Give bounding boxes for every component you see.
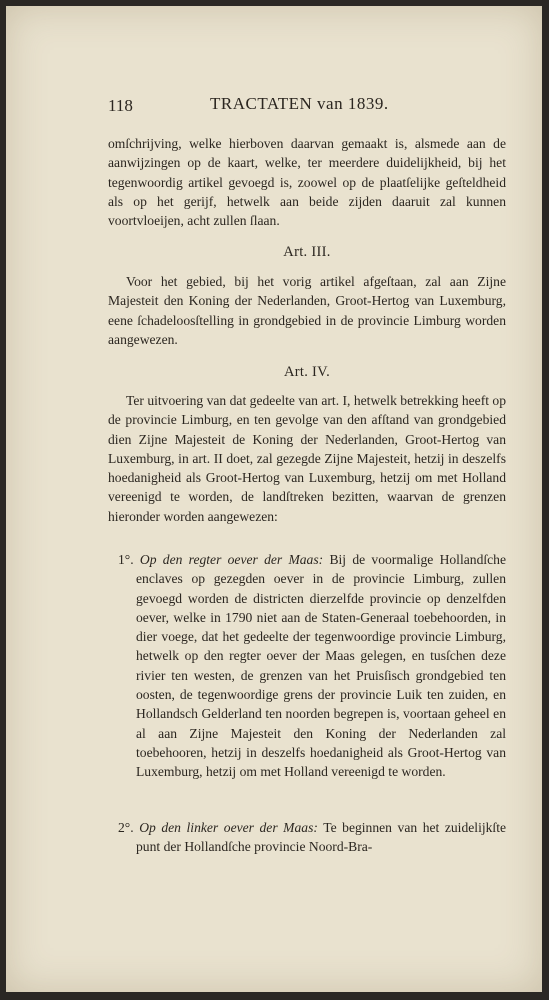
- item-text: Bij de voormalige Hollandſche enclaves op gezegden oever in de provincie Limburg, zullen gevoegd worden de districten dierzelfde provincie op denzelfden oever, welke in 1790 niet aan de Staten-Generaal toebehoorden, in dier voege, dat het gedeelte der tegenwoordige provincie Limburg, hetwelk op den regter oever der Maas gelegen, en tusſchen deze rivier ten westen, de grenzen van het Pruisſisch grondgebied ten oosten, de tegenwoordige grens der provincie Luik ten zuiden, en Hollandsch Gelderland ten noorden begrepen is, voortaan geheel en al aan Zijne Majesteit den Koning der Nederlanden zal toebehooren, hetzij in deszelfs hoedanigheid als Groot-Hertog van Luxemburg, hetzij om met Holland vereenigd te worden.: [136, 552, 507, 780]
- item-label: Op den linker oever der Maas:: [139, 820, 318, 835]
- item-number: 1°.: [118, 552, 134, 567]
- article-4-text: Ter uitvoering van dat gedeelte van art. I, hetwelk betrekking heeft op de provincie Limburg, en ten gevolge van den afſtand van grondgebied dien Zijne Majesteit de Koning der Nederlanden, Groot-Hertog van Luxemburg, in art. II doet, zal gezegde Zijne Majesteit, hetzij in deszelfs hoedanigheid als Groot-Hertog van Luxemburg, hetzij om met Holland vereenigd te worden, de landſtreken bezitten, waarvan de grenzen hieronder worden aangewezen:: [108, 393, 506, 524]
- article-3-text: Voor het gebied, bij het vorig artikel afgeſtaan, zal aan Zijne Majesteit den Koning der Nederlanden, Groot-Hertog van Luxemburg, eene ſchadeloosſtelling in grondgebied in de provincie Limburg worden aangewezen.: [108, 274, 506, 347]
- running-title: TRACTATEN van 1839.: [210, 94, 389, 113]
- item-number: 2°.: [118, 820, 134, 835]
- list-item: [118, 818, 507, 857]
- paragraph-continuation: [108, 134, 506, 230]
- article-4-body: [108, 391, 506, 526]
- item-label: Op den regter oever der Maas:: [139, 552, 324, 567]
- article-3-heading: Art. III.: [283, 244, 331, 260]
- book-page: [6, 6, 542, 992]
- page-header: [108, 94, 506, 118]
- item-text: Te beginnen van het zuidelijkſte punt der Hollandſche provincie Noord-Bra-: [136, 820, 507, 855]
- paragraph-text: omſchrijving, welke hierboven daarvan gemaakt is, alsmede aan de aanwijzingen op de kaart, welke, ter meerdere duidelijkheid, bij het tegenwoordig artikel gevoegd is, zoowel op de plaatſelijke geſteldheid als op het gerijf, hetwelk aan beide zijden daaruit zal kunnen voortvloeijen, acht zullen ſlaan.: [108, 136, 506, 229]
- article-3-body: [108, 272, 506, 349]
- list-item: [118, 550, 507, 782]
- article-4-heading: Art. IV.: [283, 364, 331, 380]
- page-number: 118: [108, 96, 133, 115]
